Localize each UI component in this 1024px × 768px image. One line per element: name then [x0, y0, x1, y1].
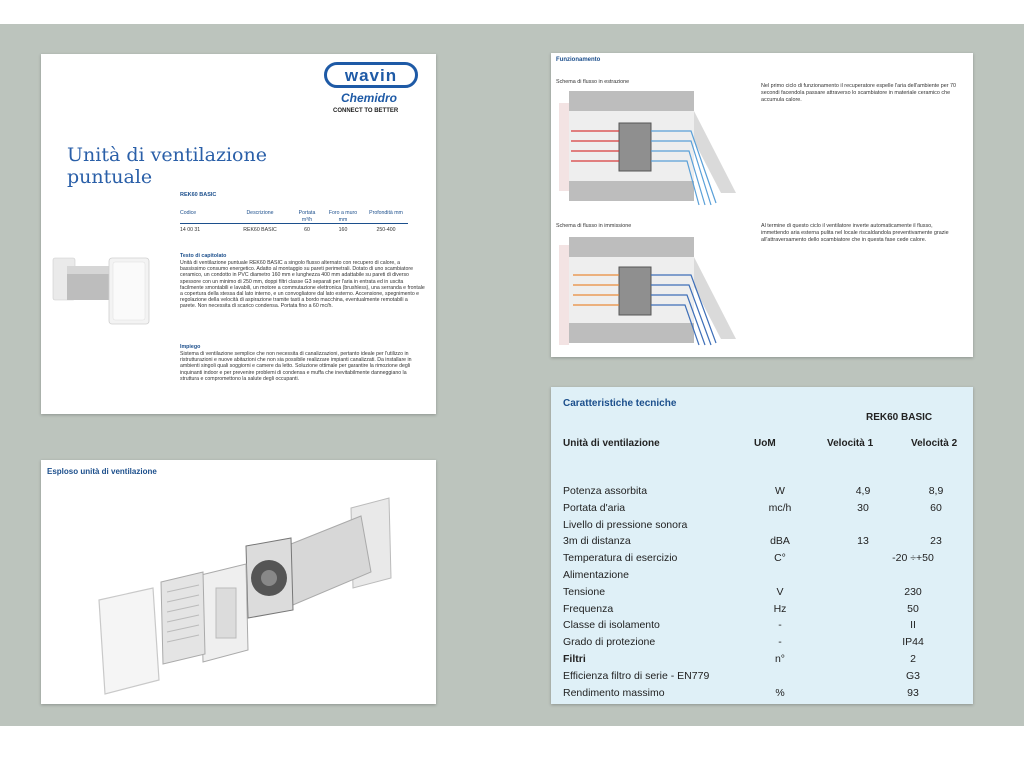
spec-unit: W [775, 485, 785, 497]
table-cell: 160 [338, 227, 348, 233]
table-row [563, 653, 963, 670]
spec-label: Alimentazione [563, 569, 629, 581]
spec-unit: mc/h [768, 501, 792, 514]
impiego-heading: Impiego [180, 344, 201, 350]
page-title: Unità di ventilazione puntuale [67, 144, 267, 188]
spec-value: G3 [905, 669, 920, 682]
spec-label: Efficienza filtro di serie - EN779 [563, 669, 710, 682]
spec-label: Rendimento massimo [563, 686, 665, 699]
table-row [563, 485, 963, 502]
capitolato-text: Unità di ventilazione puntuale REK60 BASIC a singolo flusso alternato con recupero di calore, a bassissimo consumo energetico. Adatto al montaggio su pareti perimetrali. Dotato di uno scambiatore ceramico, un condotto in PVC diametro 160 mm e lunghezza 400 mm adattabile su pareti di diverso spessore con un minimo di 250 mm, doppi filtri classe G3 separati per l'aria in entrata ed in uscita facilmente smontabili e lavabili, un motore a commutazione elettronica (brushless), una serranda e frontale a copertura della stessa dal lato interno, e un convogliatore dal lato esterno. Accensione, spegnimento e regolazione della velocità di aspirazione tramite tasti a bordo macchina, eventualmente remotabili a parete. Non necessita di scarico condensa. Portata fino a 60 mc/h. [180, 260, 425, 310]
spec-value: II [910, 619, 916, 632]
table-row [563, 552, 963, 569]
spec-unit: Hz [773, 602, 787, 615]
extraction-flow-diagram [559, 91, 736, 205]
table-cell: 60 [304, 227, 310, 233]
capitolato-heading: Testo di capitolato [180, 253, 227, 259]
spec-value: 230 [904, 585, 922, 598]
intake-description: Al termine di questo ciclo il ventilatore inverte automaticamente il flusso, immettendo aria esterna pulita nel locale riscaldandola preventivamente grazie all'attraversamento dello scambiatore che in questa fase cede calore. [761, 223, 949, 243]
spec-value: 50 [907, 602, 919, 615]
spec-unit: - [778, 636, 782, 649]
impiego-section [180, 344, 425, 382]
spec-label: Grado di protezione [563, 636, 656, 649]
model-name: REK60 BASIC [180, 192, 217, 198]
table-header: Profondità mm [369, 210, 403, 216]
spec-value-speed2: 60 [930, 501, 942, 514]
table-cell: REK60 BASIC [243, 227, 277, 233]
table-row [563, 535, 963, 552]
product-code-table [180, 210, 408, 234]
table-row [563, 519, 963, 536]
spec-value-speed1: 4,9 [855, 485, 871, 497]
extraction-description: Nel primo ciclo di funzionamento il recuperatore espelle l'aria dell'ambiente per 70 secondi facendola passare attraverso lo scambiatore in materiale ceramico che accumula calore. [761, 83, 957, 103]
table-cell: 250-400 [376, 227, 396, 233]
spec-label: Potenza assorbita [563, 485, 648, 497]
spec-label: Livello di pressione sonora [563, 518, 688, 531]
column-header: Velocità 1 [827, 438, 874, 449]
spec-value-speed2: 23 [930, 535, 942, 548]
spec-label: 3m di distanza [563, 535, 631, 548]
column-header: Velocità 2 [911, 438, 958, 449]
ventilation-unit-image [51, 252, 181, 332]
exploded-unit-image [41, 460, 436, 704]
spec-label: Tensione [563, 585, 606, 598]
spec-value-speed2: 8,9 [928, 485, 944, 497]
table-header: Descrizione [246, 210, 274, 216]
spec-label: Portata d'aria [563, 501, 626, 514]
spec-unit: n° [774, 653, 786, 665]
column-header: Unità di ventilazione [563, 438, 660, 449]
column-header: UoM [754, 438, 776, 449]
spec-value: 93 [907, 686, 919, 699]
spec-unit: - [778, 619, 782, 632]
diagram-label-intake: Schema di flusso in immissione [556, 223, 632, 229]
spec-label: Filtri [563, 653, 586, 665]
functioning-title: Funzionamento [556, 57, 601, 63]
exploded-view-card [41, 460, 436, 704]
table-row [563, 586, 963, 603]
table-cell: 14 00 31 [180, 227, 201, 233]
spec-value: -20 ÷+50 [892, 552, 934, 565]
diagram-label-extraction: Schema di flusso in estrazione [556, 79, 630, 85]
wavin-logo: wavin [324, 62, 418, 88]
intake-flow-diagram [559, 237, 736, 345]
spec-unit: dBA [770, 535, 790, 548]
tech-specs-heading: Caratteristiche tecniche [563, 398, 677, 409]
table-row [563, 502, 963, 519]
table-row [563, 619, 963, 636]
tech-specs-card [551, 387, 973, 704]
table-row [563, 687, 963, 704]
spec-unit: % [775, 686, 785, 699]
tech-specs-model: REK60 BASIC [866, 412, 933, 423]
table-header: Codice [180, 210, 197, 216]
flow-diagrams [551, 53, 761, 357]
spec-unit: V [776, 585, 784, 598]
impiego-text: Sistema di ventilazione semplice che non necessita di canalizzazioni, pertanto ideale per l'utilizzo in ristrutturazioni e nuove abitazioni che non sia possibile realizzare impianti canalizzati. Da installare in ambienti singoli quali soggiorni e camere da letto. Soluzione ottimale per garantire la rimozione degli inquinanti indoor e per prevenire problemi di condensa e muffa che inevitabilmente danneggiano la struttura e compromettono la salute degli occupanti. [180, 351, 412, 382]
chemidro-logo: Chemidro [341, 91, 398, 105]
spec-label: Temperatura di esercizio [563, 552, 678, 565]
table-row [563, 569, 963, 586]
spec-label: Frequenza [563, 602, 614, 615]
table-row [563, 636, 963, 653]
spec-value-speed1: 30 [857, 501, 869, 514]
spec-label: Classe di isolamento [563, 619, 660, 632]
spec-value-speed1: 13 [857, 535, 869, 548]
table-header: Portata m³/h [298, 210, 316, 223]
exploded-view-title: Esploso unità di ventilazione [47, 467, 157, 476]
table-row [563, 603, 963, 620]
functioning-card [551, 53, 973, 357]
product-sheet-card [41, 54, 436, 414]
table-row [563, 670, 963, 687]
spec-value: IP44 [902, 636, 924, 649]
table-header: Foro a muro mm [328, 210, 358, 223]
capitolato-section [180, 253, 425, 310]
spec-value: 2 [910, 653, 916, 665]
brand-tagline: CONNECT TO BETTER [333, 108, 399, 114]
spec-unit: C° [774, 552, 786, 565]
